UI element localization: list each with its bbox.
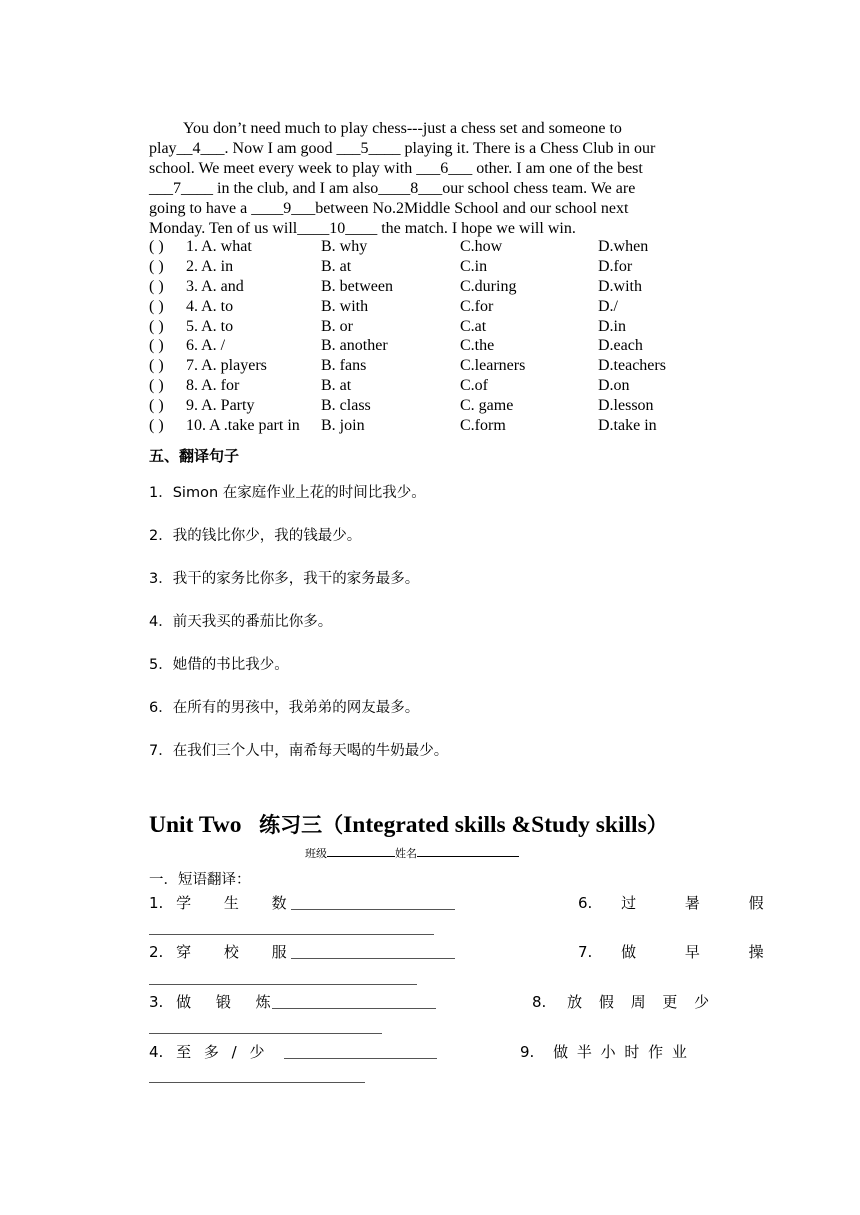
phrase-text: 做 锻 炼: [176, 993, 281, 1011]
phrase-text: 至 多 / 少: [176, 1043, 269, 1061]
option-a: 1. A. what: [186, 238, 252, 255]
phrase-number: 8.: [532, 993, 547, 1011]
option-row: [149, 337, 729, 357]
option-b: B. with: [321, 297, 369, 315]
phrase-number: 1.: [149, 894, 164, 912]
translation-item: 7．在我们三个人中，南希每天喝的牛奶最少。: [149, 743, 449, 759]
option-d: D.when: [598, 238, 649, 255]
unit-title-en: Unit Two: [149, 812, 242, 838]
unit-title-sub: Integrated skills &Study skills: [343, 812, 647, 838]
option-d: D.in: [598, 317, 626, 335]
option-a: 5. A. to: [186, 317, 234, 335]
translation-item: 3．我干的家务比你多，我干的家务最多。: [149, 571, 420, 587]
option-d: D.on: [598, 377, 630, 395]
answer-blank[interactable]: ( ): [149, 297, 164, 315]
answer-line[interactable]: [149, 984, 417, 985]
name-label: 姓名: [395, 847, 417, 860]
option-c: C.in: [460, 257, 488, 275]
option-c: C.form: [460, 417, 506, 435]
option-row: [149, 238, 729, 258]
option-c: C. game: [460, 397, 514, 415]
option-d: D.take in: [598, 417, 657, 435]
phrase-item-1: [149, 892, 301, 913]
phrase-text: 过 暑 假: [621, 894, 786, 912]
option-row: [149, 417, 729, 437]
translation-item: 2．我的钱比你少，我的钱最少。: [149, 528, 362, 544]
passage-line: going to have a ____9___between No.2Middle School and our school next: [149, 200, 629, 217]
option-row: [149, 318, 729, 338]
option-a: 6. A. /: [186, 337, 226, 355]
answer-line[interactable]: [291, 909, 455, 910]
passage-line: school. We meet every week to play with ___6___ other. I am one of the best: [149, 160, 643, 177]
name-blank[interactable]: [417, 845, 519, 857]
option-d: D.lesson: [598, 397, 654, 415]
option-c: C.of: [460, 377, 488, 395]
passage-line: Monday. Ten of us will____10____ the match. I hope we will win.: [149, 220, 576, 237]
phrase-number: 9.: [520, 1043, 535, 1061]
phrase-item-6: [578, 892, 786, 913]
unit-title-cn: 练习三（: [259, 813, 344, 837]
option-b: B. fans: [321, 357, 367, 375]
option-b: B. another: [321, 337, 388, 355]
option-d: D.each: [598, 337, 643, 355]
passage-line: play__4___. Now I am good ___5____ playing it. There is a Chess Club in our: [149, 140, 656, 157]
option-row: [149, 397, 729, 417]
answer-blank[interactable]: ( ): [149, 238, 164, 255]
phrase-item-3: [149, 991, 281, 1012]
option-row: [149, 298, 729, 318]
option-row: [149, 357, 729, 377]
class-name-line: [305, 845, 519, 861]
phrase-item-4: [149, 1041, 268, 1062]
answer-line[interactable]: [284, 1058, 437, 1059]
option-b: B. at: [321, 377, 352, 395]
option-a: 8. A. for: [186, 377, 240, 395]
phrase-number: 3.: [149, 993, 164, 1011]
option-c: C.during: [460, 277, 517, 295]
passage-line: You don’t need much to play chess---just a chess set and someone to: [183, 120, 622, 137]
option-a: 10. A .take part in: [186, 417, 300, 435]
option-b: B. class: [321, 397, 371, 415]
option-b: B. why: [321, 238, 368, 255]
phrase-text: 放 假 周 更 少: [567, 993, 716, 1011]
option-b: B. at: [321, 257, 352, 275]
option-row: [149, 377, 729, 397]
option-c: C.learners: [460, 357, 526, 375]
phrase-item-9: [520, 1041, 689, 1062]
phrase-text: 做 早 操: [621, 943, 786, 961]
answer-blank[interactable]: ( ): [149, 337, 164, 355]
phrase-text: 学 生 数: [176, 894, 301, 912]
option-row: [149, 278, 729, 298]
answer-line[interactable]: [291, 958, 455, 959]
section-title-translation: 五、翻译句子: [149, 447, 240, 465]
translation-item: 6．在所有的男孩中，我弟弟的网友最多。: [149, 700, 420, 716]
answer-line[interactable]: [272, 1008, 436, 1009]
answer-blank[interactable]: ( ): [149, 357, 164, 375]
answer-blank[interactable]: ( ): [149, 397, 164, 415]
option-a: 2. A. in: [186, 257, 234, 275]
option-b: B. or: [321, 317, 353, 335]
phrase-item-8: [532, 991, 715, 1012]
reading-passage: [149, 119, 709, 239]
option-d: D.with: [598, 277, 642, 295]
option-c: C.for: [460, 297, 494, 315]
translation-list: [149, 481, 448, 782]
option-row: [149, 258, 729, 278]
phrase-item-2: [149, 941, 301, 962]
option-c: C.the: [460, 337, 495, 355]
section-title-phrases: 一．短语翻译：: [149, 872, 251, 888]
option-d: D.for: [598, 257, 633, 275]
translation-item: 4．前天我买的番茄比你多。: [149, 614, 333, 630]
option-b: B. between: [321, 277, 393, 295]
answer-blank[interactable]: ( ): [149, 377, 164, 395]
answer-line[interactable]: [149, 1033, 382, 1034]
option-a: 9. A. Party: [186, 397, 255, 415]
option-d: D./: [598, 297, 618, 315]
phrase-text: 穿 校 服: [176, 943, 301, 961]
phrase-item-7: [578, 941, 786, 962]
translation-item: 5．她借的书比我少。: [149, 657, 289, 673]
unit-title-close: ）: [646, 813, 668, 837]
passage-line: ___7____ in the club, and I am also____8___our school chess team. We are: [149, 180, 636, 197]
phrase-number: 2.: [149, 943, 164, 961]
phrase-number: 6.: [578, 894, 593, 912]
option-a: 3. A. and: [186, 277, 244, 295]
answer-blank[interactable]: ( ): [149, 317, 164, 335]
option-b: B. join: [321, 417, 365, 435]
class-blank[interactable]: [327, 845, 395, 857]
option-c: C.how: [460, 238, 503, 255]
answer-blank[interactable]: ( ): [149, 277, 164, 295]
answer-line[interactable]: [149, 934, 434, 935]
answer-blank[interactable]: ( ): [149, 417, 164, 435]
translation-item: 1．Simon 在家庭作业上花的时间比我少。: [149, 485, 426, 501]
phrase-number: 7.: [578, 943, 593, 961]
class-label: 班级: [305, 847, 327, 860]
phrase-number: 4.: [149, 1043, 164, 1061]
unit-title: [149, 809, 668, 839]
option-a: 4. A. to: [186, 297, 234, 315]
option-d: D.teachers: [598, 357, 666, 375]
answer-options: [149, 238, 729, 437]
option-c: C.at: [460, 317, 487, 335]
answer-blank[interactable]: ( ): [149, 257, 164, 275]
phrase-text: 做 半 小 时 作 业: [553, 1043, 689, 1061]
answer-line[interactable]: [149, 1082, 365, 1083]
option-a: 7. A. players: [186, 357, 267, 375]
